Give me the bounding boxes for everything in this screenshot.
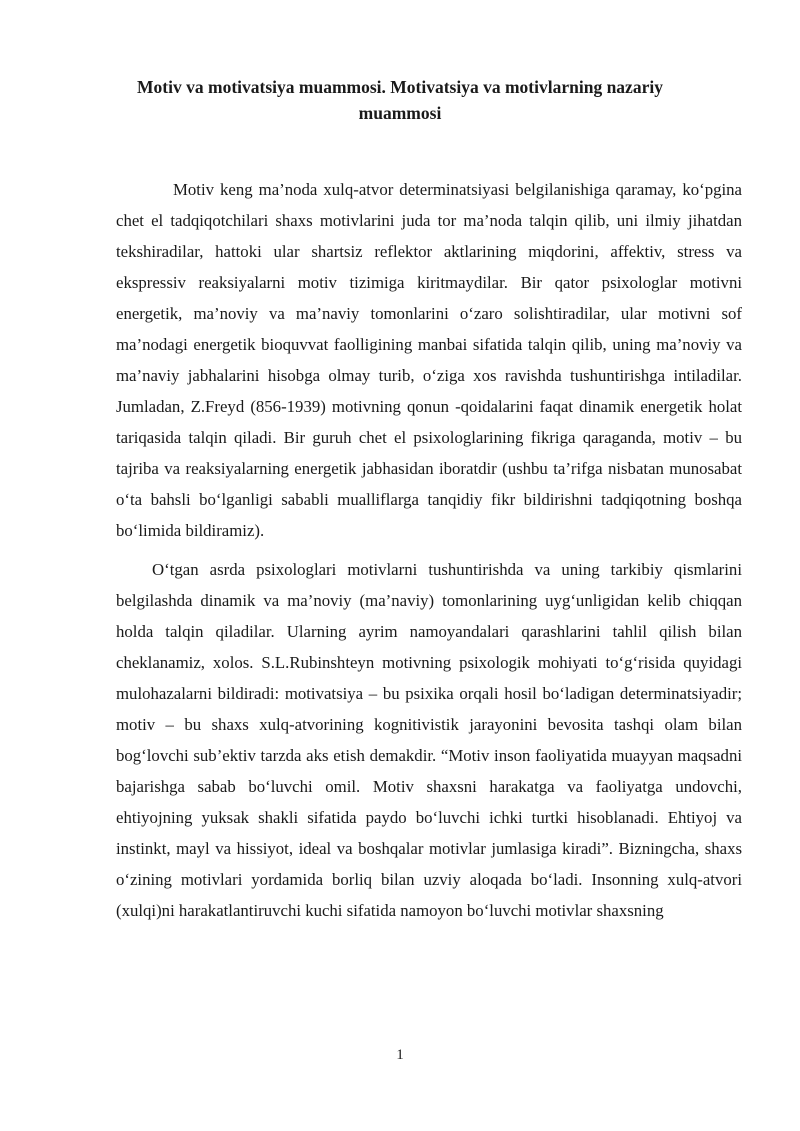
paragraph-1: Motiv keng ma’noda xulq-atvor determinatsiyasi belgilanishiga qaramay, ko‘pgina chet el tadqiqotchilari shaxs motivlarini juda tor ma’noda talqin qilib, uni ilmiy jihatdan tekshiradilar, hattoki ular shartsiz reflektor aktlarining miqdorini, affektiv, stress va ekspressiv reaksiyalarni motiv tizimiga kiritmaydilar. Bir qator psixologlar motivni energetik, ma’noviy va ma’naviy tomonlarini o‘zaro solishtiradilar, ular motivni sof ma’nodagi energetik bioquvvat faolligining manbai sifatida talqin qilib, uning ma’noviy va ma’naviy jabhalarini hisobga olmay turib, o‘ziga xos ravishda tushuntirishga intiladilar. Jumladan, Z.Freyd (856-1939) motivning qonun -qoidalarini faqat dinamik energetik holat tariqasida talqin qiladi. Bir guruh chet el psixologlarining fikriga qaraganda, motiv – bu tajriba va reaksiyalarning energetik jabhasidan iboratdir (ushbu ta’rifga nisbatan munosabat o‘ta bahsli bo‘lganligi sababli mualliflarga tanqidiy fikr bildirishni tadqiqotning boshqa bo‘limida bildiramiz).	[116, 180, 742, 540]
page-number: 1	[396, 1047, 404, 1063]
paragraph-2: O‘tgan asrda psixologlari motivlarni tushuntirishda va uning tarkibiy qismlarini belgilashda dinamik va ma’noviy (ma’naviy) tomonlarining uyg‘unligidan kelib chiqqan holda talqin qiladilar. Ularning ayrim namoyandalari qarashlarini tahlil qilish bilan cheklanamiz, xolos. S.L.Rubinshteyn motivning psixologik mohiyati to‘g‘risida quyidagi mulohazalarni bildiradi: motivatsiya – bu psixika orqali hosil bo‘ladigan determinatsiyadir; motiv – bu shaxs xulq-atvorining kognitivistik jarayonini bevosita tashqi olam bilan bog‘lovchi sub’ektiv tarzda aks etish demakdir. “Motiv inson faoliyatida muayyan maqsadni bajarishga sabab bo‘luvchi omil. Motiv shaxsni harakatga va faoliyatga undovchi, ehtiyojning yuksak shakli sifatida paydo bo‘luvchi ichki turtki hisoblanadi. Ehtiyoj va instinkt, mayl va hissiyot, ideal va boshqalar motivlar jumlasiga kiradi”. Bizningcha, shaxs o‘zining motivlari yordamida borliq bilan uzviy aloqada bo‘ladi. Insonning xulq-atvori (xulqi)ni harakatlantiruvchi kuchi sifatida namoyon bo‘luvchi motivlar shaxsning	[116, 560, 742, 920]
document-body	[116, 174, 742, 926]
document-title: Motiv va motivatsiya muammosi. Motivatsiya va motivlarning nazariy muammosi	[137, 77, 663, 123]
